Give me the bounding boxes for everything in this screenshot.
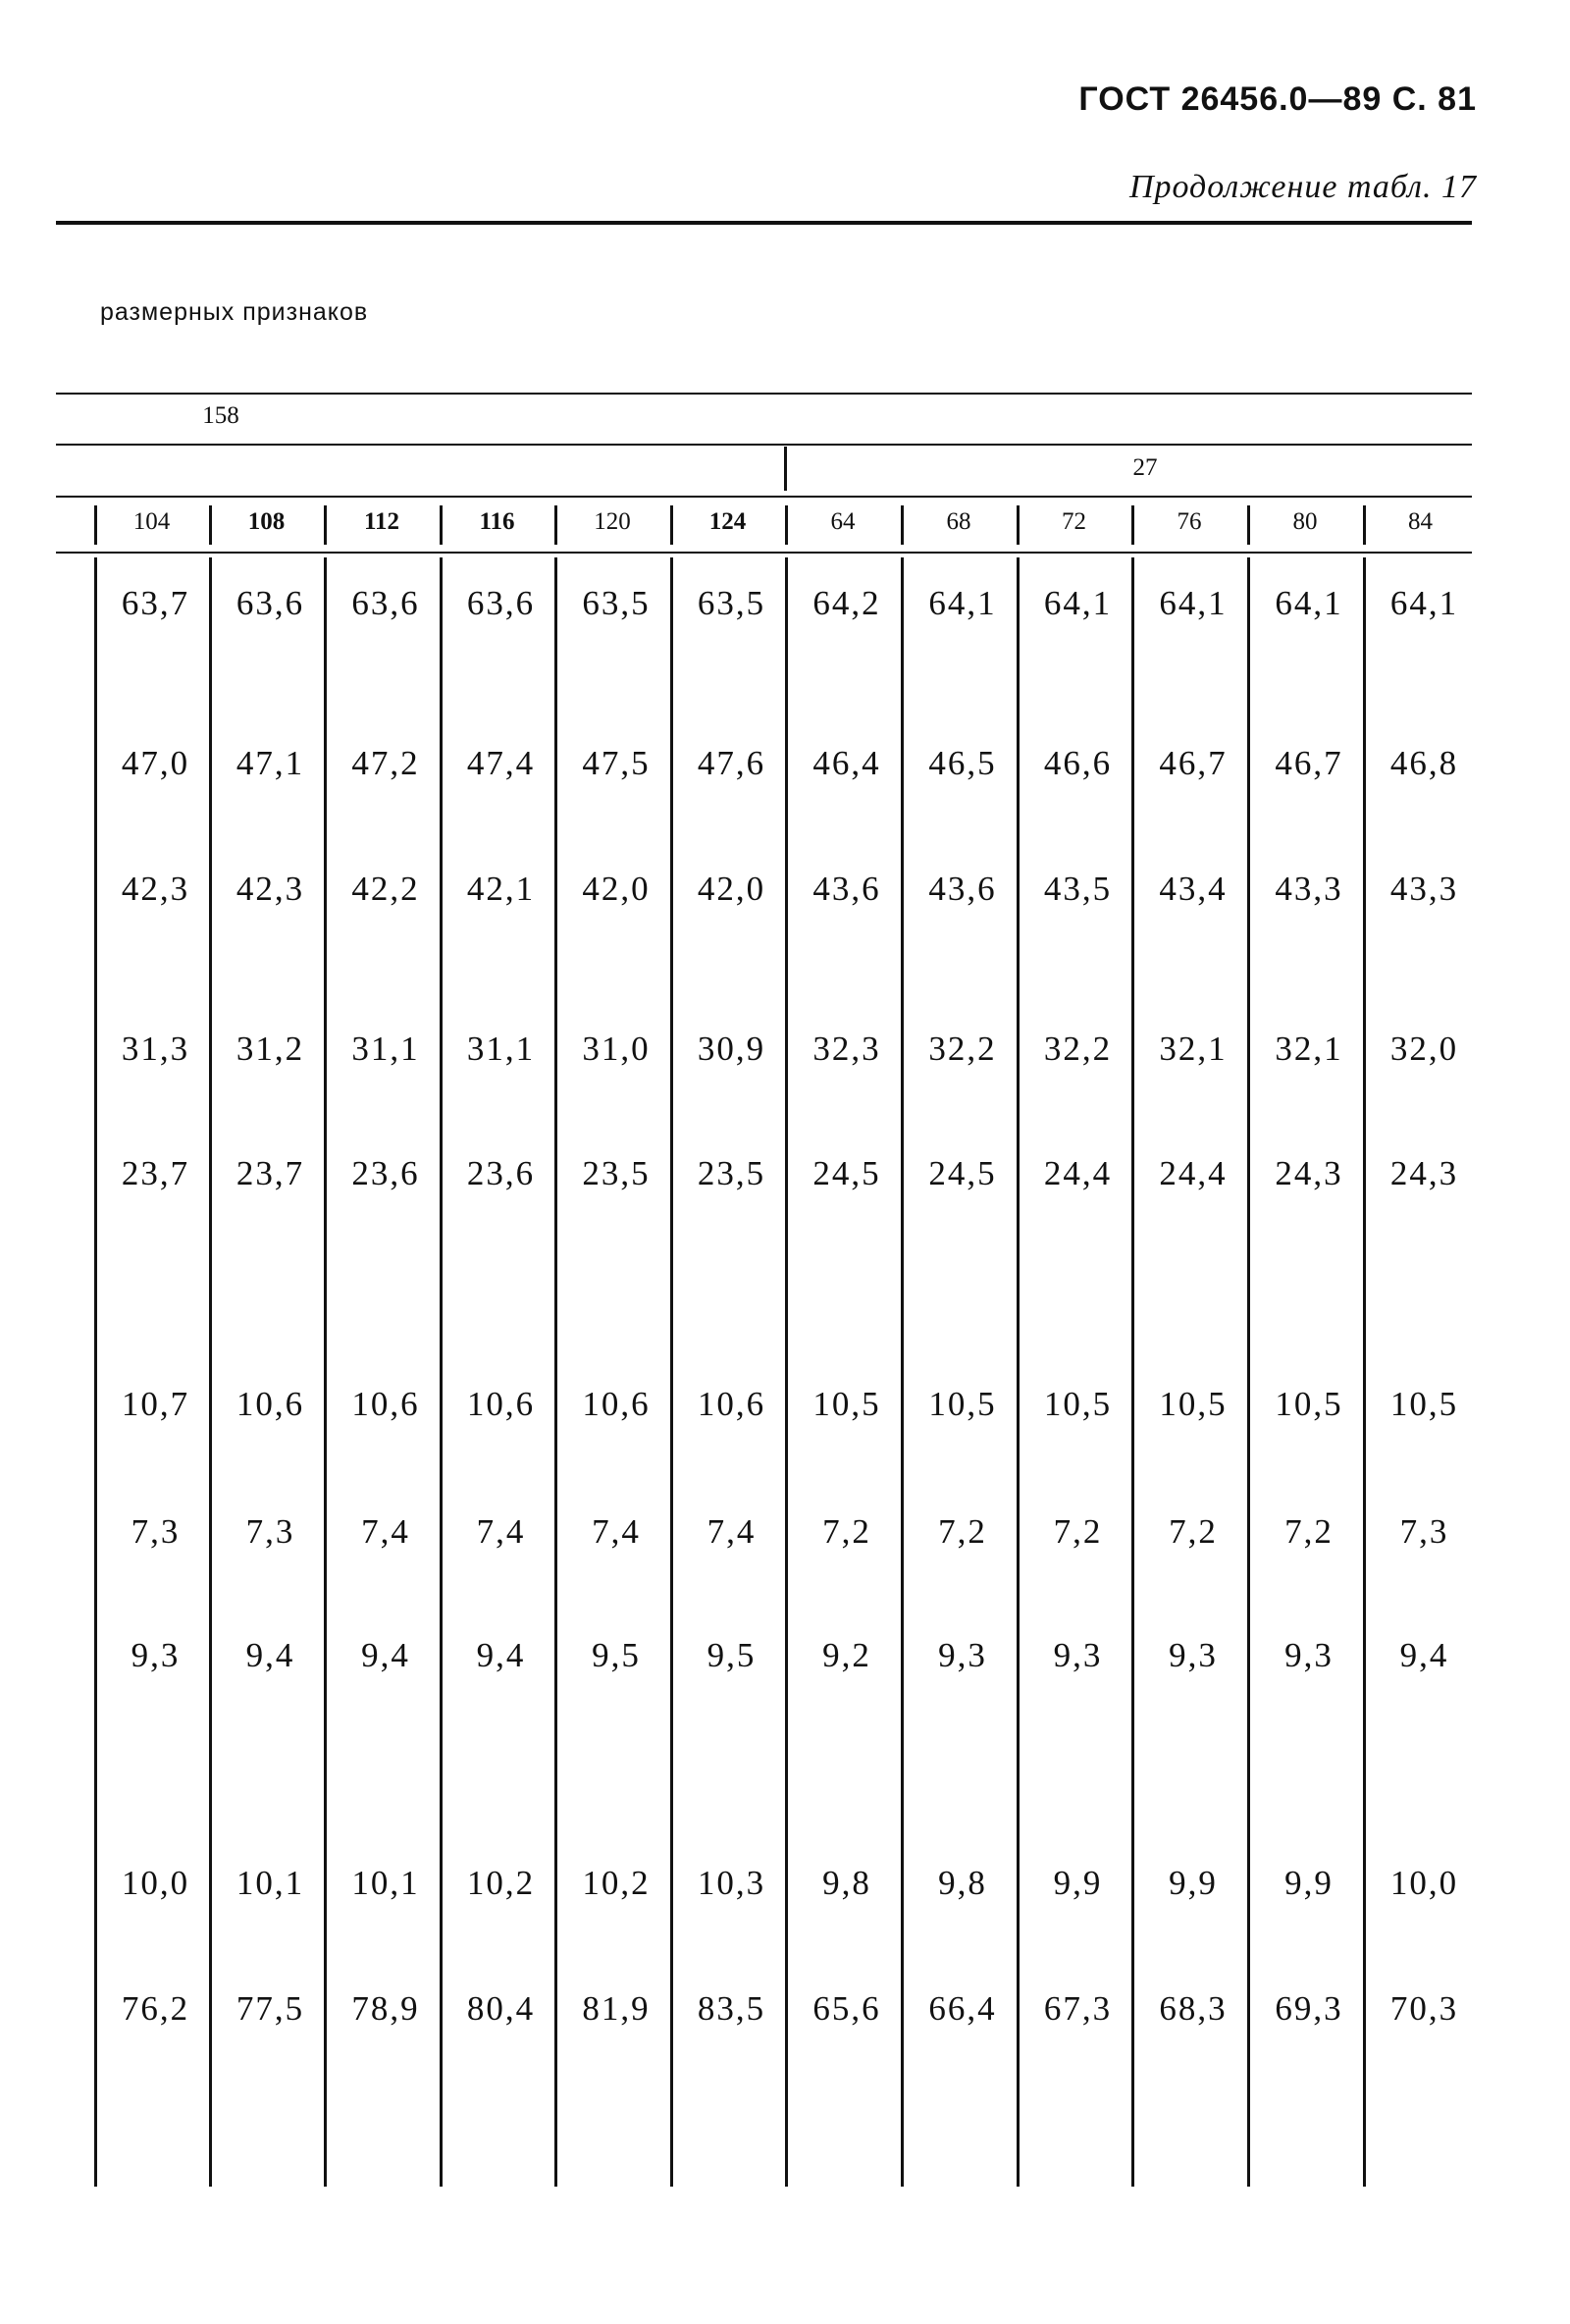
table-cell: 32,1 — [1159, 1030, 1228, 1068]
column-divider — [554, 557, 557, 2187]
table-cell: 64,1 — [928, 584, 997, 622]
table-cell: 7,4 — [706, 1512, 757, 1551]
column-divider — [1247, 557, 1250, 2187]
table-cell: 43,4 — [1159, 870, 1228, 908]
table-cell: 23,7 — [121, 1154, 190, 1192]
table-cell: 32,1 — [1275, 1030, 1343, 1068]
table-continuation-label: Продолжение табл. 17 — [1128, 169, 1477, 205]
table-cell: 47,6 — [697, 744, 766, 782]
table-cell: 46,8 — [1389, 744, 1459, 782]
column-header: 72 — [1062, 508, 1086, 535]
table-header-rule — [56, 552, 1472, 554]
table-cell: 10,2 — [582, 1864, 651, 1902]
table-cell: 70,3 — [1389, 1989, 1459, 2028]
table-cell: 9,8 — [938, 1864, 987, 1902]
table-cell: 7,2 — [822, 1512, 871, 1551]
table-cell: 77,5 — [236, 1989, 305, 2028]
table-cell: 10,5 — [1389, 1385, 1459, 1423]
table-cell: 46,6 — [1043, 744, 1113, 782]
header-tick — [1247, 505, 1250, 545]
table-cell: 7,4 — [476, 1512, 526, 1551]
column-divider — [324, 557, 327, 2187]
header-tick — [94, 505, 97, 545]
column-header: 76 — [1177, 508, 1202, 535]
table-cell: 46,7 — [1275, 744, 1343, 782]
table-cell: 10,3 — [697, 1864, 766, 1902]
table-cell: 9,4 — [1399, 1636, 1449, 1674]
header-tick — [554, 505, 557, 545]
column-divider — [1017, 557, 1020, 2187]
table-cell: 7,2 — [938, 1512, 987, 1551]
column-header: 68 — [946, 508, 971, 535]
table-cell: 81,9 — [582, 1989, 651, 2028]
table-cell: 63,6 — [466, 584, 536, 622]
table-cell: 10,0 — [1389, 1864, 1459, 1902]
table-cell: 9,3 — [1169, 1636, 1218, 1674]
table-cell: 43,6 — [928, 870, 997, 908]
table-cell: 46,7 — [1159, 744, 1228, 782]
table-cell: 43,3 — [1389, 870, 1459, 908]
table-cell: 24,5 — [812, 1154, 881, 1192]
table-cell: 10,1 — [236, 1864, 305, 1902]
table-cell: 64,2 — [812, 584, 881, 622]
table-cell: 7,2 — [1169, 1512, 1218, 1551]
header-tick — [209, 505, 212, 545]
table-cell: 10,5 — [812, 1385, 881, 1423]
table-cell: 67,3 — [1043, 1989, 1113, 2028]
table-cell: 64,1 — [1043, 584, 1113, 622]
header-tick — [1363, 505, 1366, 545]
table-cell: 23,7 — [236, 1154, 305, 1192]
table-cell: 66,4 — [928, 1989, 997, 2028]
column-divider — [1131, 557, 1134, 2187]
table-cell: 63,6 — [236, 584, 305, 622]
table-cell: 7,3 — [131, 1512, 181, 1551]
table-cell: 78,9 — [351, 1989, 420, 2028]
table-cell: 30,9 — [697, 1030, 766, 1068]
table-cell: 64,1 — [1159, 584, 1228, 622]
column-header: 108 — [247, 508, 286, 535]
table-cell: 43,6 — [812, 870, 881, 908]
table-cell: 24,4 — [1043, 1154, 1113, 1192]
table-cell: 80,4 — [466, 1989, 536, 2028]
table-cell: 31,1 — [351, 1030, 420, 1068]
table-cell: 9,3 — [1284, 1636, 1334, 1674]
header-rule — [56, 221, 1472, 225]
table-cell: 43,5 — [1043, 870, 1113, 908]
table-subgroup-rule — [56, 496, 1472, 498]
column-divider — [901, 557, 904, 2187]
table-cell: 9,9 — [1053, 1864, 1103, 1902]
table-cell: 9,3 — [131, 1636, 181, 1674]
table-cell: 9,3 — [938, 1636, 987, 1674]
table-cell: 23,6 — [466, 1154, 536, 1192]
table-cell: 64,1 — [1389, 584, 1459, 622]
table-cell: 9,4 — [476, 1636, 526, 1674]
table-cell: 10,5 — [1275, 1385, 1343, 1423]
table-cell: 10,6 — [582, 1385, 651, 1423]
table-cell: 24,3 — [1389, 1154, 1459, 1192]
table-cell: 43,3 — [1275, 870, 1343, 908]
table-cell: 47,1 — [236, 744, 305, 782]
group-label-27: 27 — [1132, 454, 1158, 481]
table-cell: 24,4 — [1159, 1154, 1228, 1192]
header-tick — [1017, 505, 1020, 545]
table-cell: 10,5 — [1043, 1385, 1113, 1423]
table-cell: 10,1 — [351, 1864, 420, 1902]
table-cell: 76,2 — [121, 1989, 190, 2028]
table-cell: 63,6 — [351, 584, 420, 622]
column-header: 116 — [479, 508, 515, 535]
table-cell: 65,6 — [812, 1989, 881, 2028]
column-divider — [785, 557, 788, 2187]
table-cell: 83,5 — [697, 1989, 766, 2028]
table-cell: 32,2 — [1043, 1030, 1113, 1068]
header-tick — [785, 505, 788, 545]
table-cell: 42,3 — [236, 870, 305, 908]
table-cell: 42,1 — [466, 870, 536, 908]
table-cell: 10,6 — [351, 1385, 420, 1423]
table-cell: 9,9 — [1169, 1864, 1218, 1902]
table-cell: 42,2 — [351, 870, 420, 908]
table-cell: 32,2 — [928, 1030, 997, 1068]
column-header: 120 — [594, 508, 631, 535]
column-header: 104 — [132, 508, 171, 535]
table-cell: 46,5 — [928, 744, 997, 782]
group-divider — [784, 447, 787, 491]
column-header: 84 — [1408, 508, 1433, 535]
group-label-158: 158 — [202, 402, 239, 429]
table-cell: 42,0 — [582, 870, 651, 908]
column-divider — [440, 557, 443, 2187]
table-cell: 23,5 — [582, 1154, 651, 1192]
table-cell: 47,2 — [351, 744, 420, 782]
table-cell: 23,6 — [351, 1154, 420, 1192]
section-label: размерных признаков — [100, 298, 369, 326]
table-cell: 7,2 — [1284, 1512, 1334, 1551]
table-cell: 23,5 — [697, 1154, 766, 1192]
table-cell: 32,3 — [812, 1030, 881, 1068]
column-divider — [670, 557, 673, 2187]
table-cell: 24,3 — [1275, 1154, 1343, 1192]
table-cell: 31,2 — [236, 1030, 305, 1068]
column-header: 64 — [830, 508, 856, 535]
table-cell: 9,8 — [822, 1864, 871, 1902]
column-divider — [94, 557, 97, 2187]
table-group-rule — [56, 444, 1472, 446]
table-cell: 42,0 — [697, 870, 766, 908]
table-cell: 47,0 — [121, 744, 190, 782]
column-header: 124 — [708, 508, 747, 535]
table-cell: 46,4 — [812, 744, 881, 782]
table-cell: 32,0 — [1389, 1030, 1459, 1068]
column-divider — [209, 557, 212, 2187]
table-cell: 7,4 — [361, 1512, 410, 1551]
table-cell: 68,3 — [1159, 1989, 1228, 2028]
table-cell: 63,5 — [697, 584, 766, 622]
table-cell: 31,3 — [121, 1030, 190, 1068]
table-cell: 24,5 — [928, 1154, 997, 1192]
table-cell: 7,3 — [245, 1512, 295, 1551]
column-header: 112 — [363, 508, 400, 535]
column-header: 80 — [1292, 508, 1318, 535]
header-tick — [901, 505, 904, 545]
table-cell: 10,0 — [121, 1864, 190, 1902]
table-cell: 10,7 — [121, 1385, 190, 1423]
table-cell: 63,5 — [582, 584, 651, 622]
table-cell: 9,2 — [822, 1636, 871, 1674]
table-cell: 31,0 — [582, 1030, 651, 1068]
table-cell: 64,1 — [1275, 584, 1343, 622]
table-cell: 10,6 — [697, 1385, 766, 1423]
column-divider — [1363, 557, 1366, 2187]
table-cell: 9,9 — [1284, 1864, 1334, 1902]
table-cell: 47,5 — [582, 744, 651, 782]
header-tick — [440, 505, 443, 545]
table-cell: 7,3 — [1399, 1512, 1449, 1551]
table-cell: 9,5 — [706, 1636, 757, 1674]
table-cell: 42,3 — [121, 870, 190, 908]
page-header: ГОСТ 26456.0—89 С. 81 — [1078, 80, 1477, 118]
table-cell: 10,2 — [466, 1864, 536, 1902]
table-cell: 10,5 — [928, 1385, 997, 1423]
table-cell: 31,1 — [466, 1030, 536, 1068]
header-tick — [1131, 505, 1134, 545]
table-cell: 10,6 — [466, 1385, 536, 1423]
table-cell: 47,4 — [466, 744, 536, 782]
table-cell: 63,7 — [121, 584, 190, 622]
table-cell: 9,4 — [361, 1636, 410, 1674]
table-cell: 69,3 — [1275, 1989, 1343, 2028]
table-cell: 7,2 — [1053, 1512, 1103, 1551]
table-cell: 9,4 — [245, 1636, 295, 1674]
table-cell: 9,3 — [1053, 1636, 1103, 1674]
header-tick — [324, 505, 327, 545]
table-cell: 7,4 — [592, 1512, 641, 1551]
table-cell: 10,5 — [1159, 1385, 1228, 1423]
table-top-rule — [56, 393, 1472, 395]
table-cell: 10,6 — [236, 1385, 305, 1423]
header-tick — [670, 505, 673, 545]
table-cell: 9,5 — [592, 1636, 641, 1674]
